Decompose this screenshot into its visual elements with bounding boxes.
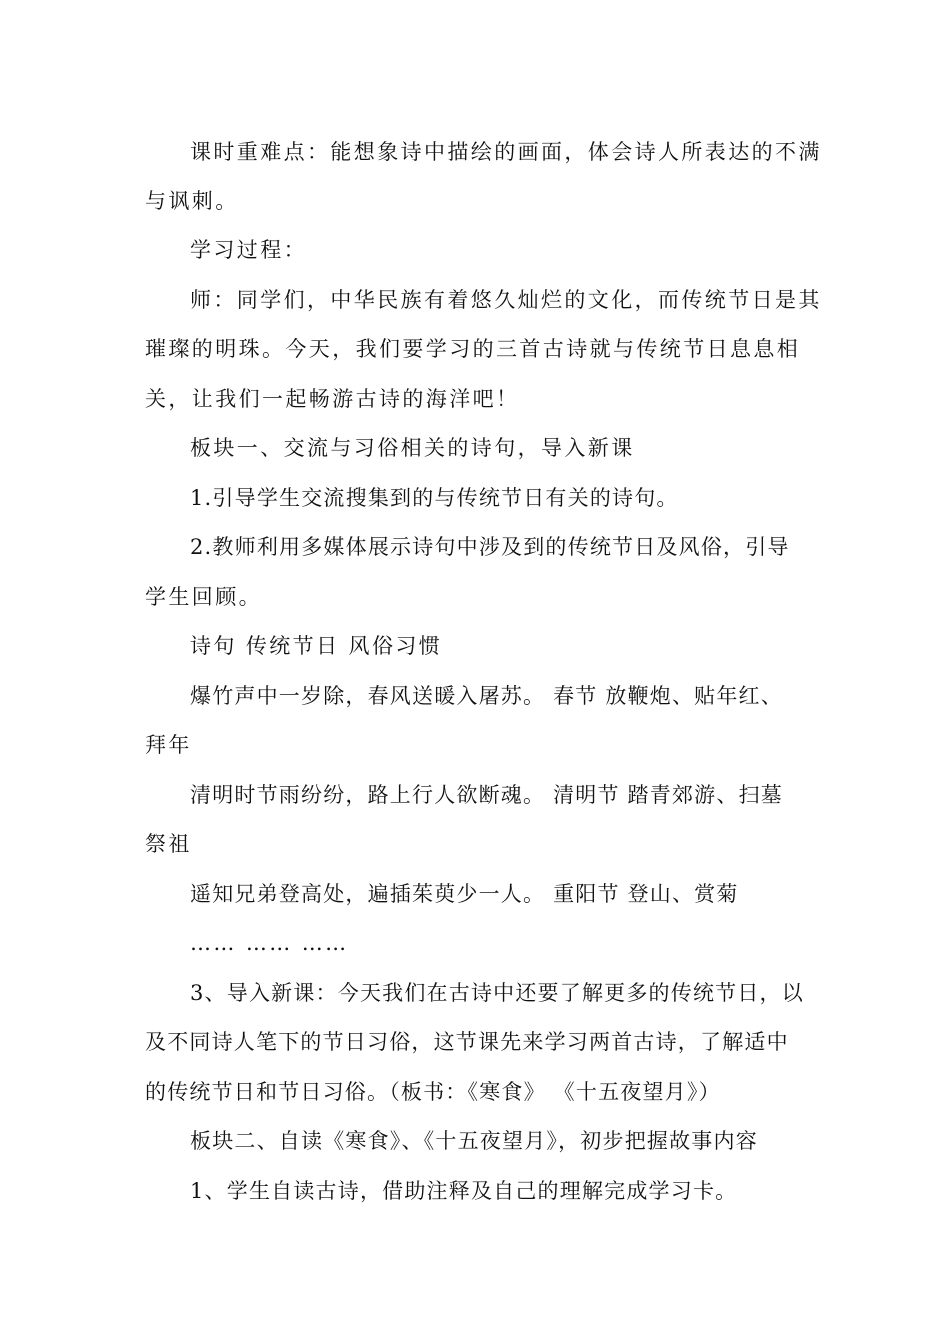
- table-header-row: 诗句 传统节日 风俗习惯: [190, 634, 443, 658]
- paragraph-intro-line-1: 3、导入新课：今天我们在古诗中还要了解更多的传统节日，以: [190, 981, 804, 1005]
- poem-row-spring-line-1: 爆竹声中一岁除，春风送暖入屠苏。 春节 放鞭炮、贴年红、: [190, 684, 783, 708]
- list-item-self-read: 1、学生自读古诗，借助注释及自己的理解完成学习卡。: [190, 1179, 738, 1203]
- poem-row-qingming-line-2: 祭祖: [145, 832, 192, 856]
- paragraph-key-points-line-1: 课时重难点：能想象诗中描绘的画面，体会诗人所表达的不满: [190, 140, 822, 164]
- heading-section-two: 板块二、自读《寒食》、《十五夜望月》，初步把握故事内容: [190, 1129, 758, 1153]
- paragraph-teacher-line-3: 关，让我们一起畅游古诗的海洋吧！: [145, 387, 520, 411]
- poem-row-chongyang: 遥知兄弟登高处，遍插茱萸少一人。 重阳节 登山、赏菊: [190, 882, 739, 906]
- poem-row-spring-line-2: 拜年: [145, 733, 192, 757]
- list-item-2-line-1: 2.教师利用多媒体展示诗句中涉及到的传统节日及风俗，引导: [190, 535, 790, 559]
- heading-learning-process: 学习过程：: [190, 238, 307, 262]
- heading-section-one: 板块一、交流与习俗相关的诗句，导入新课: [190, 436, 635, 460]
- list-item-2-line-2: 学生回顾。: [145, 585, 262, 609]
- paragraph-intro-line-3: 的传统节日和节日习俗。（板书：《寒食》 《十五夜望月》）: [145, 1080, 721, 1104]
- ellipsis-row: …… …… ……: [190, 931, 349, 955]
- paragraph-key-points-line-2: 与讽刺。: [145, 189, 239, 213]
- paragraph-teacher-line-1: 师：同学们，中华民族有着悠久灿烂的文化，而传统节日是其: [190, 288, 822, 312]
- paragraph-teacher-line-2: 璀璨的明珠。今天，我们要学习的三首古诗就与传统节日息息相: [145, 337, 801, 361]
- poem-row-qingming-line-1: 清明时节雨纷纷，路上行人欲断魂。 清明节 踏青郊游、扫墓: [190, 783, 783, 807]
- paragraph-intro-line-2: 及不同诗人笔下的节日习俗，这节课先来学习两首古诗，了解适中: [145, 1030, 789, 1054]
- list-item-1: 1.引导学生交流搜集到的与传统节日有关的诗句。: [190, 486, 679, 510]
